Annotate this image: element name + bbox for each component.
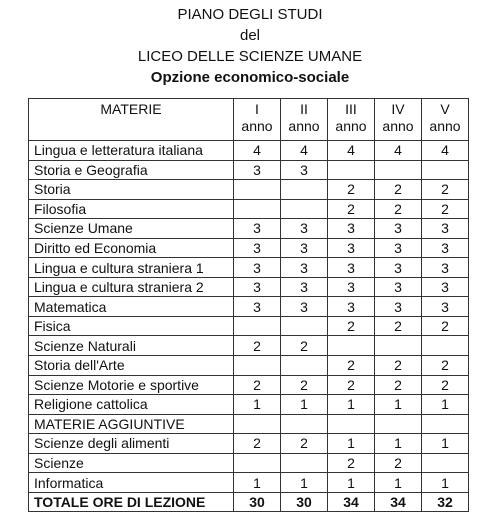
table-row [29, 375, 469, 395]
table-row [29, 180, 469, 200]
subject-cell: Scienze Naturali [29, 336, 234, 356]
total-hours-cell: 30 [281, 492, 328, 512]
hours-cell [375, 160, 422, 180]
table-row [29, 316, 469, 336]
hours-cell: 1 [281, 473, 328, 493]
table-row [29, 336, 469, 356]
hours-cell [422, 160, 469, 180]
table-row [29, 238, 469, 258]
hours-cell [422, 414, 469, 434]
hours-cell [422, 453, 469, 473]
study-plan-table [28, 98, 469, 512]
hours-cell: 2 [375, 356, 422, 376]
hours-cell: 3 [422, 277, 469, 297]
table-row [29, 453, 469, 473]
hours-cell: 2 [281, 336, 328, 356]
subject-cell: Storia dell'Arte [29, 356, 234, 376]
total-hours-cell: 34 [328, 492, 375, 512]
subject-cell: Storia e Geografia [29, 160, 234, 180]
subject-cell: Scienze degli alimenti [29, 434, 234, 454]
subject-cell: Informatica [29, 473, 234, 493]
hours-cell: 1 [422, 473, 469, 493]
hours-cell: 1 [375, 434, 422, 454]
hours-cell: 2 [422, 316, 469, 336]
column-header-year: IV anno [375, 99, 422, 141]
hours-cell [281, 356, 328, 376]
hours-cell: 3 [422, 297, 469, 317]
table-row [29, 258, 469, 278]
hours-cell: 2 [234, 375, 281, 395]
hours-cell [234, 316, 281, 336]
hours-cell: 3 [281, 238, 328, 258]
hours-cell: 3 [422, 258, 469, 278]
hours-cell: 3 [375, 277, 422, 297]
hours-cell: 3 [234, 277, 281, 297]
hours-cell: 2 [375, 180, 422, 200]
table-header-row [29, 99, 469, 141]
hours-cell [234, 414, 281, 434]
hours-cell [375, 336, 422, 356]
subject-cell: Diritto ed Economia [29, 238, 234, 258]
hours-cell: 3 [422, 219, 469, 239]
hours-cell: 2 [328, 356, 375, 376]
hours-cell: 2 [328, 453, 375, 473]
document-header [0, 4, 500, 88]
hours-cell: 1 [328, 434, 375, 454]
hours-cell [281, 453, 328, 473]
subject-cell: Lingua e cultura straniera 1 [29, 258, 234, 278]
hours-cell [328, 414, 375, 434]
hours-cell: 3 [328, 219, 375, 239]
hours-cell: 2 [328, 375, 375, 395]
column-header-year: II anno [281, 99, 328, 141]
hours-cell: 2 [375, 453, 422, 473]
hours-cell: 3 [328, 258, 375, 278]
hours-cell: 3 [422, 238, 469, 258]
hours-cell: 4 [234, 141, 281, 161]
column-header-year: I anno [234, 99, 281, 141]
hours-cell [375, 414, 422, 434]
hours-cell: 2 [281, 434, 328, 454]
subject-cell: MATERIE AGGIUNTIVE [29, 414, 234, 434]
hours-cell [281, 199, 328, 219]
hours-cell: 2 [328, 199, 375, 219]
table-row [29, 160, 469, 180]
table-row [29, 473, 469, 493]
hours-cell: 2 [328, 316, 375, 336]
subject-cell: Storia [29, 180, 234, 200]
hours-cell: 2 [375, 199, 422, 219]
hours-cell: 4 [375, 141, 422, 161]
header-connector: del [239, 27, 261, 44]
table-row [29, 219, 469, 239]
table-row [29, 297, 469, 317]
hours-cell: 3 [281, 297, 328, 317]
hours-cell: 1 [422, 395, 469, 415]
hours-cell [234, 356, 281, 376]
hours-cell: 3 [281, 219, 328, 239]
hours-cell: 3 [328, 238, 375, 258]
hours-cell [328, 336, 375, 356]
hours-cell: 2 [422, 180, 469, 200]
column-header-subjects: MATERIE [29, 99, 234, 141]
hours-cell: 3 [281, 277, 328, 297]
column-header-year: V anno [422, 99, 469, 141]
table-row [29, 141, 469, 161]
total-hours-cell: 34 [375, 492, 422, 512]
subject-cell: Scienze Motorie e sportive [29, 375, 234, 395]
hours-cell: 2 [422, 356, 469, 376]
total-label: TOTALE ORE DI LEZIONE [29, 492, 234, 512]
hours-cell [281, 180, 328, 200]
hours-cell: 1 [328, 473, 375, 493]
subject-cell: Fisica [29, 316, 234, 336]
subject-cell: Filosofia [29, 199, 234, 219]
hours-cell: 2 [281, 375, 328, 395]
table-row [29, 277, 469, 297]
hours-cell: 2 [375, 375, 422, 395]
hours-cell: 4 [422, 141, 469, 161]
hours-cell: 1 [422, 434, 469, 454]
column-header-year: III anno [328, 99, 375, 141]
hours-cell: 2 [328, 180, 375, 200]
header-option: Opzione economico-sociale [150, 69, 350, 86]
hours-cell: 3 [375, 258, 422, 278]
hours-cell: 1 [234, 395, 281, 415]
total-hours-cell: 30 [234, 492, 281, 512]
hours-cell: 3 [234, 160, 281, 180]
subject-cell: Matematica [29, 297, 234, 317]
hours-cell: 3 [281, 258, 328, 278]
table-row [29, 414, 469, 434]
hours-cell: 2 [234, 434, 281, 454]
hours-cell: 1 [281, 395, 328, 415]
hours-cell: 4 [281, 141, 328, 161]
subject-cell: Scienze Umane [29, 219, 234, 239]
hours-cell: 2 [422, 375, 469, 395]
total-hours-cell: 32 [422, 492, 469, 512]
hours-cell: 1 [234, 473, 281, 493]
hours-cell: 3 [234, 238, 281, 258]
hours-cell: 3 [234, 258, 281, 278]
header-school-name: LICEO DELLE SCIENZE UMANE [137, 48, 363, 65]
total-row [29, 492, 469, 512]
hours-cell [234, 180, 281, 200]
hours-cell [422, 336, 469, 356]
hours-cell: 3 [375, 238, 422, 258]
table-row [29, 395, 469, 415]
hours-cell: 2 [422, 199, 469, 219]
subject-cell: Lingua e letteratura italiana [29, 141, 234, 161]
hours-cell: 3 [328, 297, 375, 317]
table-row [29, 434, 469, 454]
hours-cell: 3 [375, 219, 422, 239]
subject-cell: Lingua e cultura straniera 2 [29, 277, 234, 297]
hours-cell: 3 [234, 219, 281, 239]
hours-cell [234, 453, 281, 473]
hours-cell: 3 [328, 277, 375, 297]
hours-cell [281, 316, 328, 336]
hours-cell: 3 [375, 297, 422, 317]
table-row [29, 199, 469, 219]
hours-cell: 3 [234, 297, 281, 317]
hours-cell: 4 [328, 141, 375, 161]
table-body [29, 141, 469, 512]
hours-cell: 3 [281, 160, 328, 180]
hours-cell: 1 [375, 473, 422, 493]
hours-cell: 2 [375, 316, 422, 336]
hours-cell: 2 [234, 336, 281, 356]
header-title: PIANO DEGLI STUDI [177, 6, 323, 23]
hours-cell [281, 414, 328, 434]
subject-cell: Scienze [29, 453, 234, 473]
hours-cell: 1 [375, 395, 422, 415]
table-row [29, 356, 469, 376]
hours-cell [328, 160, 375, 180]
subject-cell: Religione cattolica [29, 395, 234, 415]
hours-cell: 1 [328, 395, 375, 415]
hours-cell [234, 199, 281, 219]
